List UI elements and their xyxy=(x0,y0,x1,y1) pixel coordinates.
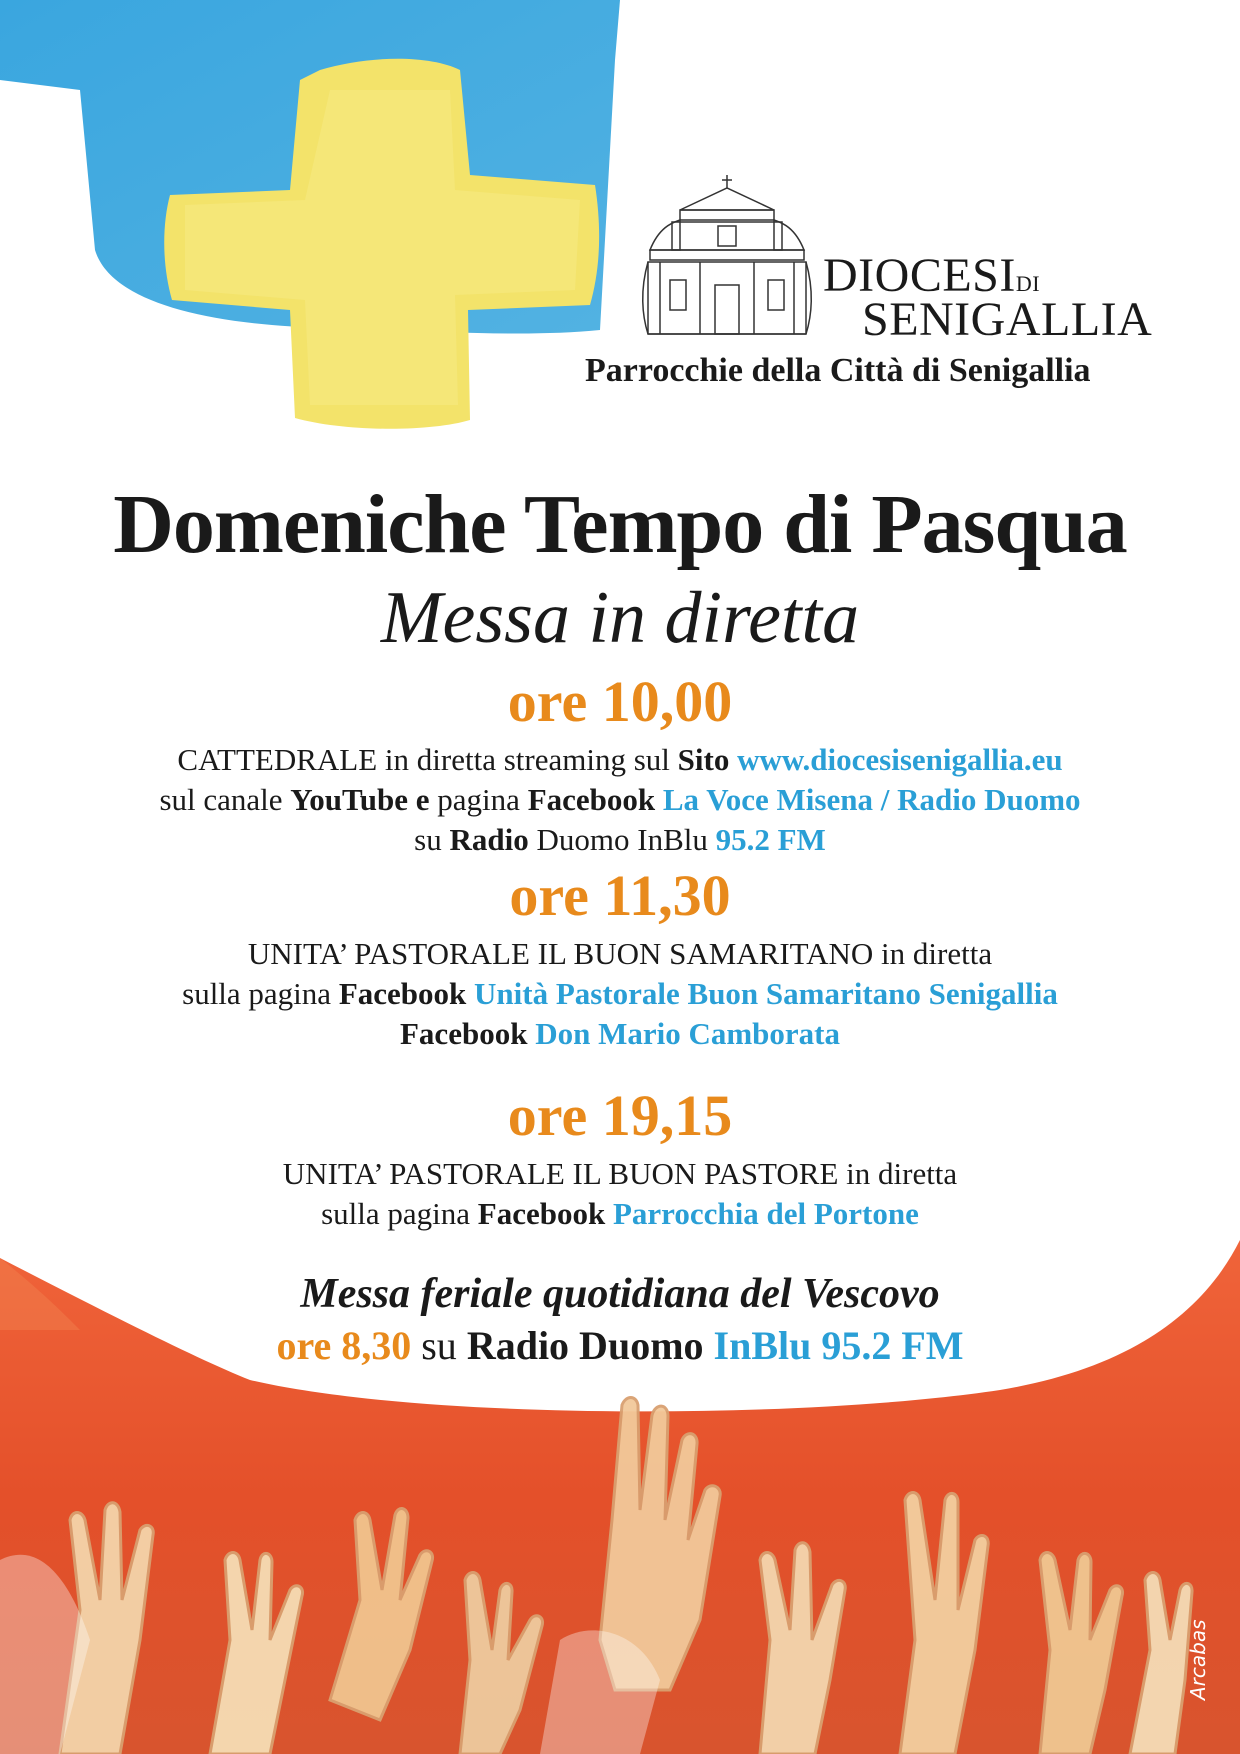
parrocchie-heading: Parrocchie della Città di Senigallia xyxy=(585,352,1091,389)
feriale-title: Messa feriale quotidiana del Vescovo xyxy=(300,1271,940,1317)
page-title: Domeniche Tempo di Pasqua xyxy=(113,478,1127,571)
block2-line3 xyxy=(0,1016,1240,1052)
text-bold: Facebook xyxy=(338,976,467,1011)
text: su xyxy=(411,1323,467,1368)
radio-frequency: InBlu 95.2 FM xyxy=(713,1323,964,1368)
text-bold: Facebook xyxy=(527,782,656,817)
time-1000: ore 10,00 xyxy=(507,669,733,734)
time-1130: ore 11,30 xyxy=(509,863,731,928)
logo-word-di: DI xyxy=(1015,271,1041,296)
text: sul canale xyxy=(159,782,291,817)
text-bold: Radio xyxy=(449,822,529,857)
text: sulla pagina xyxy=(182,976,339,1011)
text: su xyxy=(414,822,450,857)
facebook-page-link[interactable]: Unità Pastorale Buon Samaritano Senigallia xyxy=(466,976,1058,1011)
block3-line2 xyxy=(0,1196,1240,1232)
facebook-page-link[interactable]: La Voce Misena / Radio Duomo xyxy=(655,782,1081,817)
feriale-line xyxy=(0,1322,1240,1369)
text: sulla pagina xyxy=(321,1196,478,1231)
facebook-page-link[interactable]: Parrocchia del Portone xyxy=(605,1196,919,1231)
text-bold: YouTube e xyxy=(290,782,430,817)
time-1915: ore 19,15 xyxy=(507,1083,733,1148)
text-bold: Facebook xyxy=(477,1196,606,1231)
cathedral-facade-icon xyxy=(643,175,812,334)
text-bold: Facebook xyxy=(400,1016,528,1051)
block3-line1: UNITA’ PASTORALE IL BUON PASTORE in diretta xyxy=(282,1156,958,1191)
page-subtitle: Messa in diretta xyxy=(380,577,860,659)
text: CATTEDRALE in diretta streaming sul xyxy=(177,742,678,777)
block1-line1 xyxy=(0,742,1240,778)
block2-line2 xyxy=(0,976,1240,1012)
artist-signature: Arcabas xyxy=(1186,1619,1210,1700)
text: pagina xyxy=(429,782,528,817)
facebook-page-link[interactable]: Don Mario Camborata xyxy=(527,1016,840,1051)
block2-line1: UNITA’ PASTORALE IL BUON SAMARITANO in diretta xyxy=(247,936,993,971)
text-bold: Radio Duomo xyxy=(466,1323,714,1368)
feriale-time: ore 8,30 xyxy=(276,1323,412,1368)
logo-word-diocesi: DIOCESI xyxy=(823,249,1016,302)
logo-senigallia: SENIGALLIA xyxy=(862,293,1153,346)
block1-line3 xyxy=(0,822,1240,858)
website-link[interactable]: www.diocesisenigallia.eu xyxy=(737,742,1063,777)
block1-line2 xyxy=(0,782,1240,818)
radio-frequency: 95.2 FM xyxy=(715,822,826,857)
text-bold: Sito xyxy=(677,742,738,777)
text: Duomo InBlu xyxy=(528,822,716,857)
